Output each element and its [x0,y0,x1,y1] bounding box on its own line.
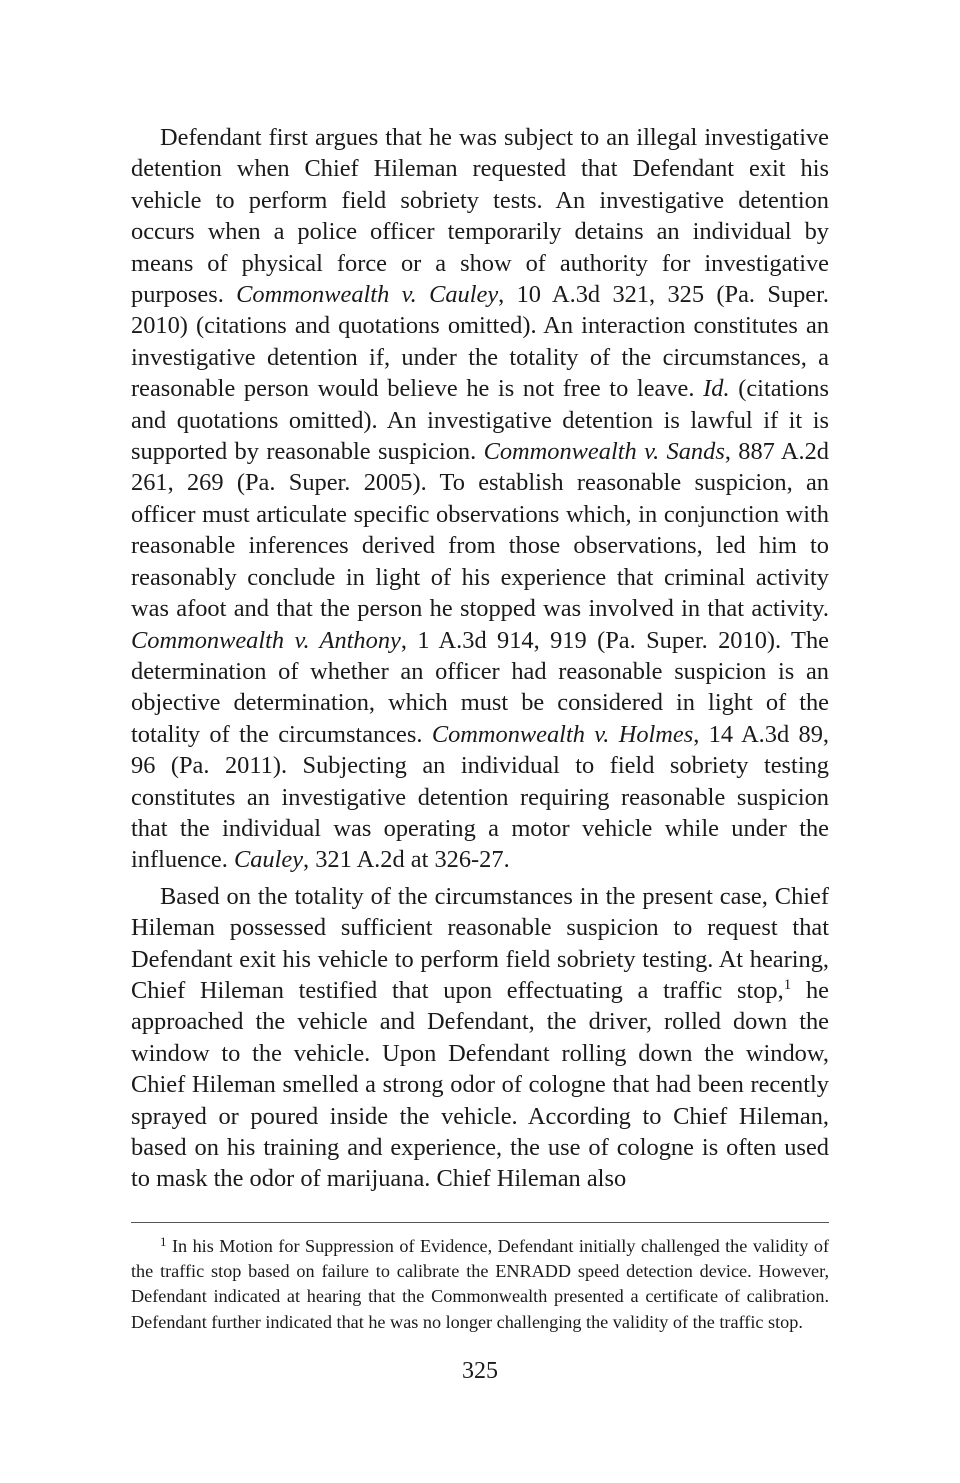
page-number: 325 [462,1358,498,1384]
paragraph-2-text-2: he approached the vehicle and Defendant, the driver, rolled down the window to the vehicle. Upon Defendant rolling down the window, Chief Hileman smelled a strong odor of cologne that had been recently sprayed or poured inside the vehicle. According to Chief Hileman, based on his training and experience, the use of cologne is often used to mask the odor of marijuana. Chief Hileman also [131,976,829,1193]
citation-sands: Commonwealth v. Sands [483,438,725,466]
paragraph-1-text-6: , 14 A.3d 89, 96 (Pa. 2011). Subjecting an individual to field sobriety testing constitutes an investigative detention requiring reasonable suspicion that the individual was operating a motor vehicle while under the influence. [131,720,829,874]
citation-holmes: Commonwealth v. Holmes [431,720,694,748]
footnote-marker: 1 [160,1234,167,1249]
paragraph-1 [131,122,829,876]
paragraph-1-text-7: , 321 A.2d at 326-27. [303,846,510,874]
paragraph-1-text-3: (citations and quotations omitted). An investigative detention is lawful if it is supported by reasonable suspicion. [131,375,829,466]
footnote-text: In his Motion for Suppression of Evidence, Defendant initially challenged the validity of the traffic stop based on failure to calibrate the ENRADD speed detection device. However, Defendant indicated at hearing that the Commonwealth presented a certificate of calibration. Defendant further indicated that he was no longer challenging the validity of the traffic stop. [131,1236,829,1332]
paragraph-1-text-5: , 1 A.3d 914, 919 (Pa. Super. 2010). The determination of whether an officer had reasonable suspicion is an objective determination, which must be considered in light of the totality of the circumstances. [131,626,829,748]
paragraph-1-text-4: , 887 A.2d 261, 269 (Pa. Super. 2005). To establish reasonable suspicion, an officer must articulate specific observations which, in conjunction with reasonable inferences derived from those observations, led him to reasonably conclude in light of his experience that criminal activity was afoot and that the person he stopped was involved in that activity. [131,438,830,623]
footnote-reference[interactable]: 1 [783,976,792,993]
paragraph-2 [131,881,829,1195]
paragraph-1-text-1: Defendant first argues that he was subject to an illegal investigative detention when Chief Hileman requested that Defendant exit his vehicle to perform field sobriety tests. An investigative detention occurs when a police officer temporarily detains an individual by means of physical force or a show of authority for investigative purposes. [131,124,829,309]
citation-id: Id. [703,375,730,403]
citation-anthony: Commonwealth v. Anthony [131,626,401,654]
paragraph-1-text-2: , 10 A.3d 321, 325 (Pa. Super. 2010) (citations and quotations omitted). An interaction constitutes an investigative detention if, under the totality of the circumstances, a reasonable person would believe he is not free to leave. [131,281,829,403]
paragraph-2-text-1: Based on the totality of the circumstances in the present case, Chief Hileman possessed sufficient reasonable suspicion to request that Defendant exit his vehicle to perform field sobriety testing. At hearing, Chief Hileman testified that upon effectuating a traffic stop, [131,882,829,1004]
citation-cauley: Commonwealth v. Cauley [236,281,499,309]
footnote [131,1234,829,1335]
footnote-divider [131,1222,829,1223]
citation-cauley-short: Cauley [233,846,304,874]
body-text [131,122,829,1195]
